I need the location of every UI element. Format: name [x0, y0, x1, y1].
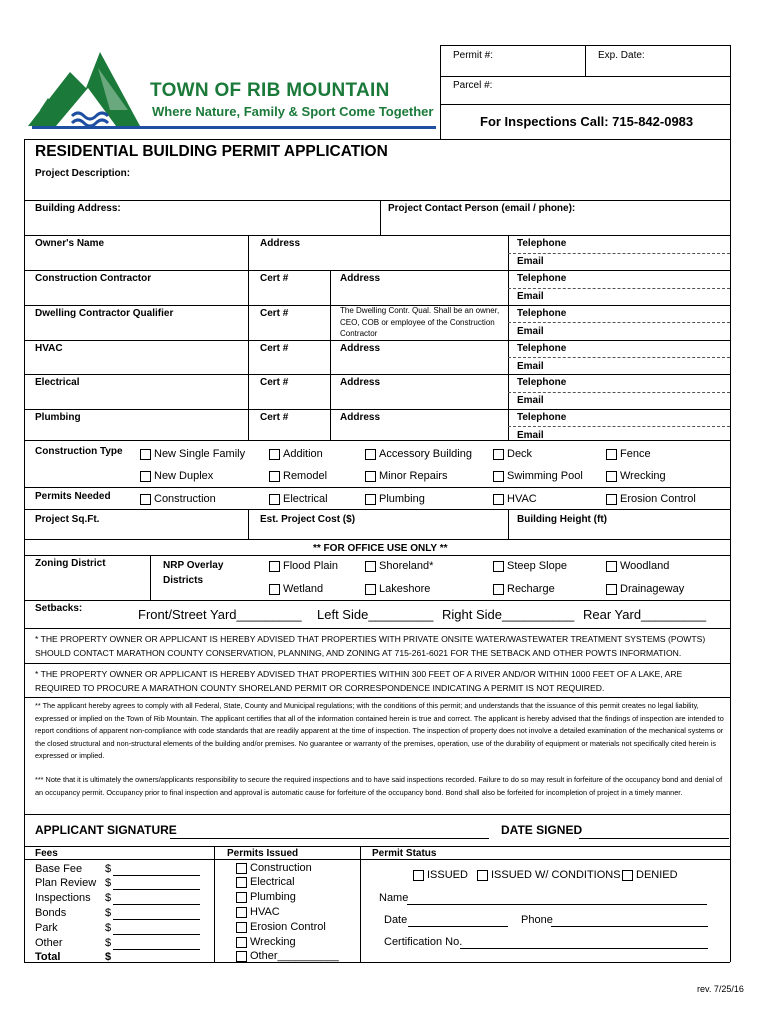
option-label: Woodland — [620, 560, 670, 572]
applicant-signature-label: APPLICANT SIGNATURE — [35, 823, 177, 837]
est-cost-field[interactable]: Est. Project Cost ($) — [260, 514, 356, 525]
option-label: Fence — [620, 448, 651, 460]
construction-type-label: Construction Type — [35, 446, 123, 457]
plumbing-address-field[interactable]: Address — [340, 412, 381, 423]
option-label: Recharge — [507, 583, 555, 595]
checkbox-wetland[interactable] — [269, 584, 280, 595]
dollar-sign: $ — [105, 892, 112, 904]
rear-yard-field[interactable]: Rear Yard_________ — [583, 607, 707, 622]
contractor-telephone-field[interactable]: Telephone — [517, 273, 567, 284]
building-height-field[interactable]: Building Height (ft) — [517, 514, 607, 525]
checkbox-shoreland[interactable] — [365, 561, 376, 572]
fee-base-input[interactable] — [113, 875, 200, 876]
checkbox-accessory-building[interactable] — [365, 449, 376, 460]
permits-issued-heading: Permits Issued — [227, 848, 299, 859]
checkbox-new-duplex[interactable] — [140, 471, 151, 482]
option-label: New Duplex — [154, 470, 214, 482]
checkbox-swimming-pool[interactable] — [493, 471, 504, 482]
option-label: Flood Plain — [283, 560, 339, 572]
checkbox-wrecking[interactable] — [606, 471, 617, 482]
checkbox-permit-hvac[interactable] — [493, 494, 504, 505]
option-label: HVAC — [250, 906, 280, 918]
qualifier-telephone-field[interactable]: Telephone — [517, 308, 567, 319]
fee-bonds-input[interactable] — [113, 919, 200, 920]
agreement-notice: ** The applicant hereby agrees to comply with all Federal, State, County and Municipal regulations; with the conditions of this permit; and understands that the issuance of this permit creates no legal liability, expressed or implied on the Town of Rib Mountain. The applicant certifies that all of the information contained herein is true and correct. The applicant is hereby advised that the findings of inspection are intended to report conditions of apparent non-compliance with code standards that are readily apparent at the time of inspection. The inspection of property does not involve a detailed examination of the mechanical systems or the closed structural and non-structural elements of the building and/or premises. No guarantee or warranty of the premises, operation, use of the durability of equipment or materials not specifically cited herein is expressed or implied. — [35, 701, 724, 760]
status-name-label: Name — [379, 892, 409, 904]
option-label: Construction — [154, 493, 216, 505]
fee-other-input[interactable] — [113, 949, 200, 950]
checkbox-issued-wrecking[interactable] — [236, 937, 247, 948]
responsibility-notice: *** Note that it is ultimately the owners/applicants responsibility to secure the required inspections and to have said inspections recorded. Failure to do so may result in forfeiture of the occupancy bond and denial of an occupancy permit. Occupancy prior to final inspection and approval is automatic cause for forfeiture of the occupancy bond. Bond shall also be forfeited for incompletion of project in a timely manner. — [35, 775, 723, 797]
status-name-input[interactable] — [407, 904, 707, 905]
checkbox-drainageway[interactable] — [606, 584, 617, 595]
checkbox-remodel[interactable] — [269, 471, 280, 482]
option-label: Plumbing — [379, 493, 425, 505]
page-title: RESIDENTIAL BUILDING PERMIT APPLICATION — [35, 143, 388, 160]
checkbox-recharge[interactable] — [493, 584, 504, 595]
left-side-field[interactable]: Left Side_________ — [317, 607, 434, 622]
option-label: Other__________ — [250, 950, 339, 962]
option-label: ISSUED W/ CONDITIONS — [491, 869, 621, 881]
plumbing-telephone-field[interactable]: Telephone — [517, 412, 567, 423]
front-yard-field[interactable]: Front/Street Yard_________ — [138, 607, 302, 622]
checkbox-issued-plumbing[interactable] — [236, 892, 247, 903]
checkbox-woodland[interactable] — [606, 561, 617, 572]
contractor-email-field[interactable]: Email — [517, 291, 544, 302]
option-label: Erosion Control — [620, 493, 696, 505]
dollar-sign: $ — [105, 922, 112, 934]
fee-plan-review: Plan Review — [35, 877, 97, 889]
option-label: Construction — [250, 862, 312, 874]
option-label: Wetland — [283, 583, 324, 595]
dollar-sign: $ — [105, 877, 112, 889]
owner-telephone-field[interactable]: Telephone — [517, 238, 567, 249]
option-label: Lakeshore — [379, 583, 431, 595]
qualifier-note: The Dwelling Contr. Qual. Shall be an owner, CEO, COB or employee of the Construction Contractor — [340, 306, 500, 338]
checkbox-fence[interactable] — [606, 449, 617, 460]
qualifier-cert-field[interactable]: Cert # — [260, 308, 289, 319]
fee-park-input[interactable] — [113, 934, 200, 935]
status-date-input[interactable] — [408, 926, 508, 927]
checkbox-new-single-family[interactable] — [140, 449, 151, 460]
option-label: Wrecking — [250, 936, 296, 948]
contractor-address-field[interactable]: Address — [340, 273, 381, 284]
option-label: Accessory Building — [379, 448, 472, 460]
option-label: Remodel — [283, 470, 328, 482]
fees-heading: Fees — [35, 848, 58, 859]
owner-email-field[interactable]: Email — [517, 256, 544, 267]
option-label: Shoreland* — [379, 560, 434, 572]
option-label: Electrical — [283, 493, 328, 505]
town-logo — [28, 48, 438, 132]
dollar-sign: $ — [105, 951, 112, 963]
fee-other: Other — [35, 937, 63, 949]
checkbox-minor-repairs[interactable] — [365, 471, 376, 482]
checkbox-permit-erosion-control[interactable] — [606, 494, 617, 505]
hvac-telephone-field[interactable]: Telephone — [517, 343, 567, 354]
zoning-district-field[interactable]: Zoning District — [35, 558, 106, 569]
revision-date: rev. 7/25/16 — [697, 984, 744, 994]
hvac-email-field[interactable]: Email — [517, 361, 544, 372]
shoreland-notice: * THE PROPERTY OWNER OR APPLICANT IS HEREBY ADVISED THAT PROPERTIES WITHIN 300 FEET OF A RIVER AND/OR WITHIN 1000 FEET OF A LAKE, ARE REQUIRED TO PROCURE A MARATHON COUNTY SHORELAND PERMIT OR CORRESPONDENCE INDICATING A PERMIT IS NOT REQUIRED. — [35, 669, 683, 693]
option-label: Wrecking — [620, 470, 666, 482]
dollar-sign: $ — [105, 937, 112, 949]
checkbox-issued-hvac[interactable] — [236, 907, 247, 918]
permits-needed-label: Permits Needed — [35, 491, 111, 502]
option-label: Plumbing — [250, 891, 296, 903]
checkbox-flood-plain[interactable] — [269, 561, 280, 572]
date-signed-line[interactable] — [579, 838, 729, 839]
checkbox-issued-electrical[interactable] — [236, 877, 247, 888]
contractor-name-field[interactable]: Construction Contractor — [35, 273, 152, 284]
option-label: Minor Repairs — [379, 470, 448, 482]
checkbox-issued-construction[interactable] — [236, 863, 247, 874]
option-label: Deck — [507, 448, 533, 460]
inspections-phone: For Inspections Call: 715-842-0983 — [480, 114, 694, 129]
contractor-cert-field[interactable]: Cert # — [260, 273, 289, 284]
status-phone-label: Phone — [521, 914, 553, 926]
checkbox-addition[interactable] — [269, 449, 280, 460]
option-label: ISSUED — [427, 869, 468, 881]
checkbox-permit-electrical[interactable] — [269, 494, 280, 505]
plumbing-email-field[interactable]: Email — [517, 430, 544, 441]
right-side-field[interactable]: Right Side__________ — [442, 607, 575, 622]
checkbox-deck[interactable] — [493, 449, 504, 460]
powts-notice: * THE PROPERTY OWNER OR APPLICANT IS HEREBY ADVISED THAT PROPERTIES WITH PRIVATE ONSITE WATER/WASTEWATER TREATMENT SYSTEMS (POWTS) SHOULD CONTACT MARATHON COUNTY CONSERVATION, PLANNING, AND ZONING AT 715-261-6021 FOR THE SETBACK AND OTHER POWTS INFORMATION. — [35, 634, 706, 658]
permit-status-heading: Permit Status — [372, 848, 437, 859]
setbacks-label: Setbacks: — [35, 603, 83, 614]
option-label: Electrical — [250, 876, 295, 888]
electrical-telephone-field[interactable]: Telephone — [517, 377, 567, 388]
option-label: Swimming Pool — [507, 470, 583, 482]
project-contact-field[interactable]: Project Contact Person (email / phone): — [388, 203, 576, 214]
option-label: Erosion Control — [250, 921, 326, 933]
option-label: DENIED — [636, 869, 678, 881]
certification-input[interactable] — [460, 948, 708, 949]
electrical-address-field[interactable]: Address — [340, 377, 381, 388]
status-phone-input[interactable] — [551, 926, 708, 927]
status-date-label: Date — [384, 914, 408, 926]
project-sqft-field[interactable]: Project Sq.Ft. — [35, 514, 100, 525]
office-use-heading: ** FOR OFFICE USE ONLY ** — [313, 543, 448, 554]
electrical-cert-field[interactable]: Cert # — [260, 377, 289, 388]
fee-total: Total — [35, 951, 61, 963]
hvac-name-field[interactable]: HVAC — [35, 343, 63, 354]
electrical-email-field[interactable]: Email — [517, 395, 544, 406]
certification-label: Certification No. — [384, 936, 463, 948]
applicant-signature-line[interactable] — [170, 838, 489, 839]
dollar-sign: $ — [105, 863, 112, 875]
option-label: Steep Slope — [507, 560, 567, 572]
checkbox-status-issued[interactable] — [413, 870, 424, 881]
project-description-field[interactable]: Project Description: — [35, 168, 131, 179]
town-name: TOWN OF RIB MOUNTAIN — [150, 80, 390, 101]
qualifier-email-field[interactable]: Email — [517, 326, 544, 337]
fee-park: Park — [35, 922, 58, 934]
checkbox-issued-other[interactable] — [236, 951, 247, 962]
checkbox-permit-plumbing[interactable] — [365, 494, 376, 505]
option-label: Drainageway — [620, 583, 685, 595]
electrical-name-field[interactable]: Electrical — [35, 377, 80, 388]
qualifier-name-field[interactable]: Dwelling Contractor Qualifier — [35, 308, 174, 319]
option-label: Addition — [283, 448, 323, 460]
owner-address-field[interactable]: Address — [260, 238, 301, 249]
checkbox-issued-erosion-control[interactable] — [236, 922, 247, 933]
fee-inspections: Inspections — [35, 892, 91, 904]
option-label: HVAC — [507, 493, 537, 505]
option-label: New Single Family — [154, 448, 246, 460]
parcel-number-field[interactable]: Parcel #: — [453, 80, 493, 91]
exp-date-field[interactable]: Exp. Date: — [598, 50, 645, 61]
fee-inspections-input[interactable] — [113, 904, 200, 905]
hvac-cert-field[interactable]: Cert # — [260, 343, 289, 354]
checkbox-status-denied[interactable] — [622, 870, 633, 881]
checkbox-status-issued-with-conditions[interactable] — [477, 870, 488, 881]
permit-number-field[interactable]: Permit #: — [453, 50, 494, 61]
building-address-field[interactable]: Building Address: — [35, 203, 121, 214]
fee-plan-review-input[interactable] — [113, 889, 200, 890]
date-signed-label: DATE SIGNED — [501, 823, 583, 837]
owner-name-field[interactable]: Owner's Name — [35, 238, 105, 249]
town-tagline: Where Nature, Family & Sport Come Together — [152, 104, 434, 119]
checkbox-permit-construction[interactable] — [140, 494, 151, 505]
fee-bonds: Bonds — [35, 907, 67, 919]
checkbox-lakeshore[interactable] — [365, 584, 376, 595]
hvac-address-field[interactable]: Address — [340, 343, 381, 354]
nrp-overlay-label: NRP Overlay Districts — [163, 560, 224, 586]
dollar-sign: $ — [105, 907, 112, 919]
plumbing-cert-field[interactable]: Cert # — [260, 412, 289, 423]
plumbing-name-field[interactable]: Plumbing — [35, 412, 81, 423]
fee-base: Base Fee — [35, 863, 83, 875]
checkbox-steep-slope[interactable] — [493, 561, 504, 572]
